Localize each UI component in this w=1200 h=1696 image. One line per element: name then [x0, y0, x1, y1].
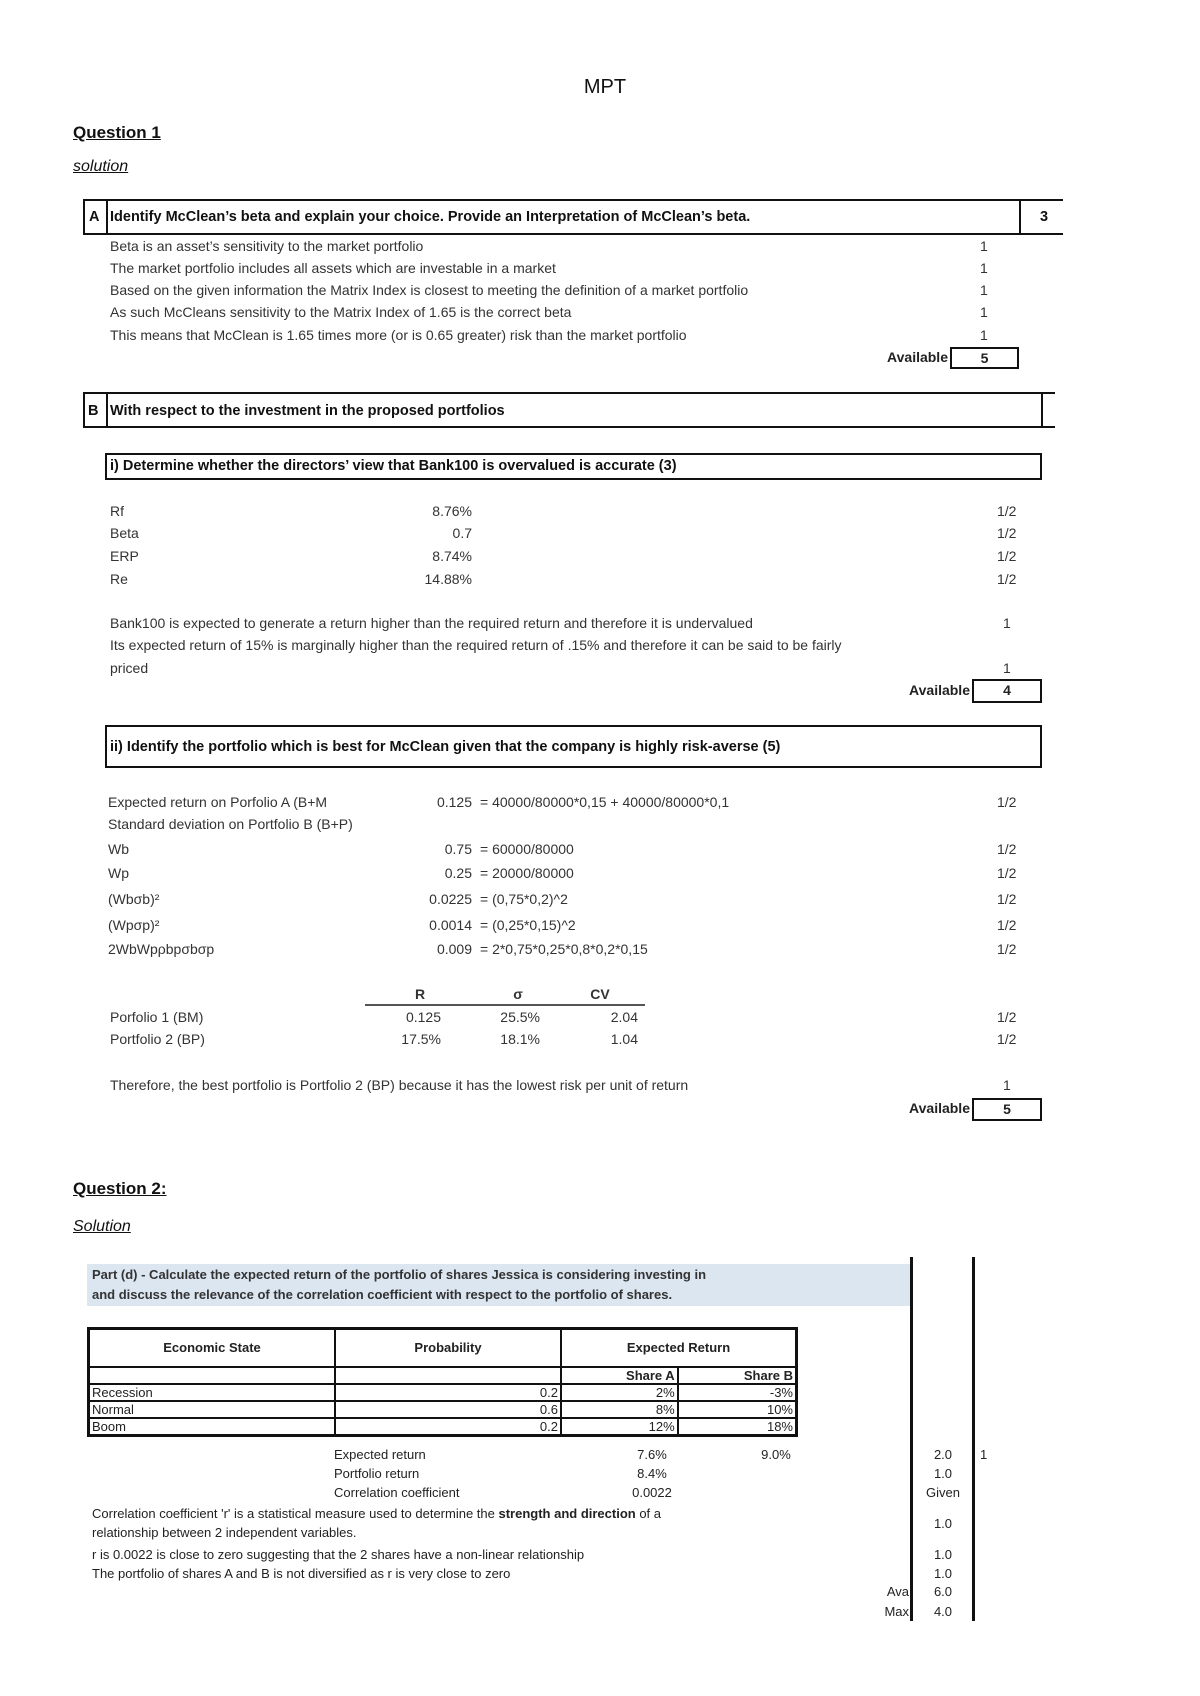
row-label: Re — [110, 571, 128, 587]
mark: 1/2 — [997, 525, 1017, 541]
share-b-cell: 10% — [678, 1401, 797, 1418]
row-label: Beta — [110, 525, 139, 541]
text: of a — [635, 1506, 662, 1521]
header-economic-state: Economic State — [89, 1329, 336, 1367]
row-label: ERP — [110, 548, 139, 564]
calc-formula: = 20000/80000 — [480, 865, 574, 881]
calc-formula: = (0,75*0,2)^2 — [480, 891, 568, 907]
mark: Given — [926, 1485, 960, 1500]
portfolio-return-label: Portfolio return — [334, 1466, 420, 1481]
divider — [1019, 199, 1021, 235]
portfolio-cv: 2.04 — [610, 1009, 638, 1025]
mark: 1.0 — [933, 1516, 953, 1531]
calc-formula: = 60000/80000 — [480, 841, 574, 857]
answer-line: The market portfolio includes all assets which are investable in a market — [110, 260, 556, 276]
answer-line: This means that McClean is 1.65 times more (or is 0.65 greater) risk than the market portfolio — [110, 327, 687, 343]
answer-line: Based on the given information the Matrix Index is closest to meeting the definition of a market portfolio — [110, 282, 749, 298]
row-label: Rf — [110, 503, 124, 519]
portfolio-label: Portfolio 2 (BP) — [110, 1031, 205, 1047]
available-value: 4 — [972, 679, 1042, 703]
header-share-b: Share B — [678, 1367, 797, 1384]
header-expected-return: Expected Return — [561, 1329, 797, 1367]
calc-label: Wb — [108, 841, 129, 857]
calc-value: 0.25 — [444, 865, 472, 881]
portfolio-cv: 1.04 — [610, 1031, 638, 1047]
portfolio-return-value: 8.4% — [637, 1466, 667, 1481]
mark: 2.0 — [933, 1447, 953, 1462]
answer-line: As such McCleans sensitivity to the Matrix Index of 1.65 is the correct beta — [110, 304, 572, 320]
part-d-question-line: Part (d) - Calculate the expected return of the portfolio of shares Jessica is considering investing in — [92, 1267, 707, 1282]
prob-cell: 0.2 — [335, 1384, 561, 1401]
mark: 1/2 — [997, 794, 1017, 810]
mark: 1 — [980, 282, 988, 298]
portfolio-sigma: 25.5% — [500, 1009, 540, 1025]
prob-cell: 0.2 — [335, 1418, 561, 1436]
part-b-i-question: i) Determine whether the directors’ view that Bank100 is overvalued is accurate (3) — [110, 458, 677, 474]
expected-return-a: 7.6% — [637, 1447, 667, 1462]
calc-value: 0.0014 — [429, 917, 472, 933]
calc-label: 2WbWpρbpσbσp — [108, 941, 215, 957]
mark: 1 — [980, 260, 988, 276]
question-1-heading: Question 1 — [73, 123, 161, 142]
calc-value: 0.009 — [436, 941, 472, 957]
mark: 1/2 — [997, 941, 1017, 957]
portfolio-label: Porfolio 1 (BM) — [110, 1009, 204, 1025]
share-b-cell: -3% — [678, 1384, 797, 1401]
answer-line: The portfolio of shares A and B is not diversified as r is very close to zero — [92, 1566, 511, 1581]
state-cell: Normal — [89, 1401, 336, 1418]
calc-formula: = 2*0,75*0,25*0,8*0,2*0,15 — [480, 941, 648, 957]
divider — [106, 392, 108, 428]
header-probability: Probability — [335, 1329, 561, 1367]
mark: 1/2 — [997, 571, 1017, 587]
row-value: 0.7 — [452, 525, 472, 541]
col-header-r: R — [414, 986, 426, 1002]
mark: 1.0 — [933, 1566, 953, 1581]
marks-column-border — [972, 1257, 975, 1621]
calc-label: Expected return on Porfolio A (B+M — [108, 794, 328, 810]
mark: 1.0 — [933, 1547, 953, 1562]
solution-label: solution — [73, 158, 129, 175]
available-label: Available — [909, 1100, 970, 1116]
available-label: Available — [909, 682, 970, 698]
portfolio-r: 17.5% — [401, 1031, 441, 1047]
mark: 1.0 — [933, 1466, 953, 1481]
expected-return-b: 9.0% — [761, 1447, 791, 1462]
portfolio-sigma: 18.1% — [500, 1031, 540, 1047]
calc-label: (Wbσb)² — [108, 891, 160, 907]
mark: 1 — [980, 327, 988, 343]
row-value: 8.76% — [432, 503, 472, 519]
mark: 1/2 — [997, 865, 1017, 881]
conclusion-text: priced — [110, 660, 149, 676]
part-d-question-line: and discuss the relevance of the correlation coefficient with respect to the portfolio of shares. — [92, 1287, 673, 1302]
correlation-explanation — [92, 1506, 661, 1521]
row-value: 14.88% — [424, 571, 472, 587]
share-a-cell: 12% — [561, 1418, 678, 1436]
share-b-cell: 18% — [678, 1418, 797, 1436]
mark: 1 — [1003, 615, 1011, 631]
mark: 1/2 — [997, 503, 1017, 519]
correlation-explanation-cont: relationship between 2 independent variables. — [92, 1525, 357, 1540]
correlation-value: 0.0022 — [632, 1485, 672, 1500]
marks-column-border — [910, 1257, 913, 1621]
mark: 1 — [1003, 1077, 1011, 1093]
mark: 1/2 — [997, 891, 1017, 907]
mark: 1/2 — [997, 1009, 1017, 1025]
calc-value: 0.0225 — [429, 891, 472, 907]
available-label: Ava — [886, 1584, 909, 1599]
calc-label: Standard deviation on Portfolio B (B+P) — [108, 816, 353, 832]
bold-text: strength and direction — [498, 1506, 636, 1521]
calc-formula: = 40000/80000*0,15 + 40000/80000*0,1 — [480, 794, 730, 810]
answer-line: r is 0.0022 is close to zero suggesting that the 2 shares have a non-linear relationship — [92, 1547, 585, 1562]
empty-cell — [335, 1367, 561, 1384]
max-value: 4.0 — [933, 1604, 953, 1619]
calc-formula: = (0,25*0,15)^2 — [480, 917, 576, 933]
conclusion-text: Its expected return of 15% is marginally higher than the required return of .15% and therefore it can be said to be fairly — [110, 637, 842, 653]
row-value: 8.74% — [432, 548, 472, 564]
correlation-label: Correlation coefficient — [334, 1485, 460, 1500]
available-value: 5 — [972, 1098, 1042, 1121]
mark: 1/2 — [997, 841, 1017, 857]
empty-cell — [89, 1367, 336, 1384]
mark: 1 — [980, 238, 988, 254]
available-value: 5 — [950, 347, 1019, 369]
conclusion-text: Therefore, the best portfolio is Portfolio 2 (BP) because it has the lowest risk per unit of return — [110, 1077, 689, 1093]
state-cell: Boom — [89, 1418, 336, 1436]
mark: 1/2 — [997, 1031, 1017, 1047]
answer-line: Beta is an asset’s sensitivity to the market portfolio — [110, 238, 424, 254]
calc-value: 0.75 — [444, 841, 472, 857]
divider — [106, 199, 108, 235]
col-header-sigma: σ — [513, 986, 523, 1002]
conclusion-text: Bank100 is expected to generate a return higher than the required return and therefore it is undervalued — [110, 615, 753, 631]
portfolio-r: 0.125 — [405, 1009, 441, 1025]
col-header-cv: CV — [590, 986, 610, 1002]
share-a-cell: 2% — [561, 1384, 678, 1401]
solution-label: Solution — [73, 1218, 131, 1235]
divider — [1041, 392, 1043, 428]
mark-extra: 1 — [980, 1447, 988, 1462]
mark: 1/2 — [997, 548, 1017, 564]
mark: 1/2 — [997, 917, 1017, 933]
economic-state-table — [87, 1327, 798, 1437]
expected-return-label: Expected return — [334, 1447, 426, 1462]
part-b-ii-question: ii) Identify the portfolio which is best for McClean given that the company is highly risk-averse (5) — [110, 739, 781, 755]
page-title: MPT — [583, 76, 627, 98]
mark: 1 — [1003, 660, 1011, 676]
mark: 1 — [980, 304, 988, 320]
available-value: 6.0 — [933, 1584, 953, 1599]
part-a-letter: A — [89, 209, 100, 225]
part-b-letter: B — [88, 403, 99, 419]
question-2-heading: Question 2: — [73, 1179, 167, 1198]
header-underline — [365, 1004, 645, 1006]
state-cell: Recession — [89, 1384, 336, 1401]
part-a-marks: 3 — [1040, 209, 1049, 225]
part-b-question: With respect to the investment in the proposed portfolios — [110, 403, 505, 419]
calc-value: 0.125 — [436, 794, 472, 810]
text: Correlation coefficient 'r' is a statistical measure used to determine the — [92, 1506, 499, 1521]
part-a-question: Identify McClean’s beta and explain your choice. Provide an Interpretation of McClean’s beta. — [110, 209, 751, 225]
available-label: Available — [887, 349, 948, 365]
calc-label: Wp — [108, 865, 129, 881]
prob-cell: 0.6 — [335, 1401, 561, 1418]
header-share-a: Share A — [561, 1367, 678, 1384]
max-label: Max — [884, 1604, 909, 1619]
calc-label: (Wpσp)² — [108, 917, 160, 933]
share-a-cell: 8% — [561, 1401, 678, 1418]
